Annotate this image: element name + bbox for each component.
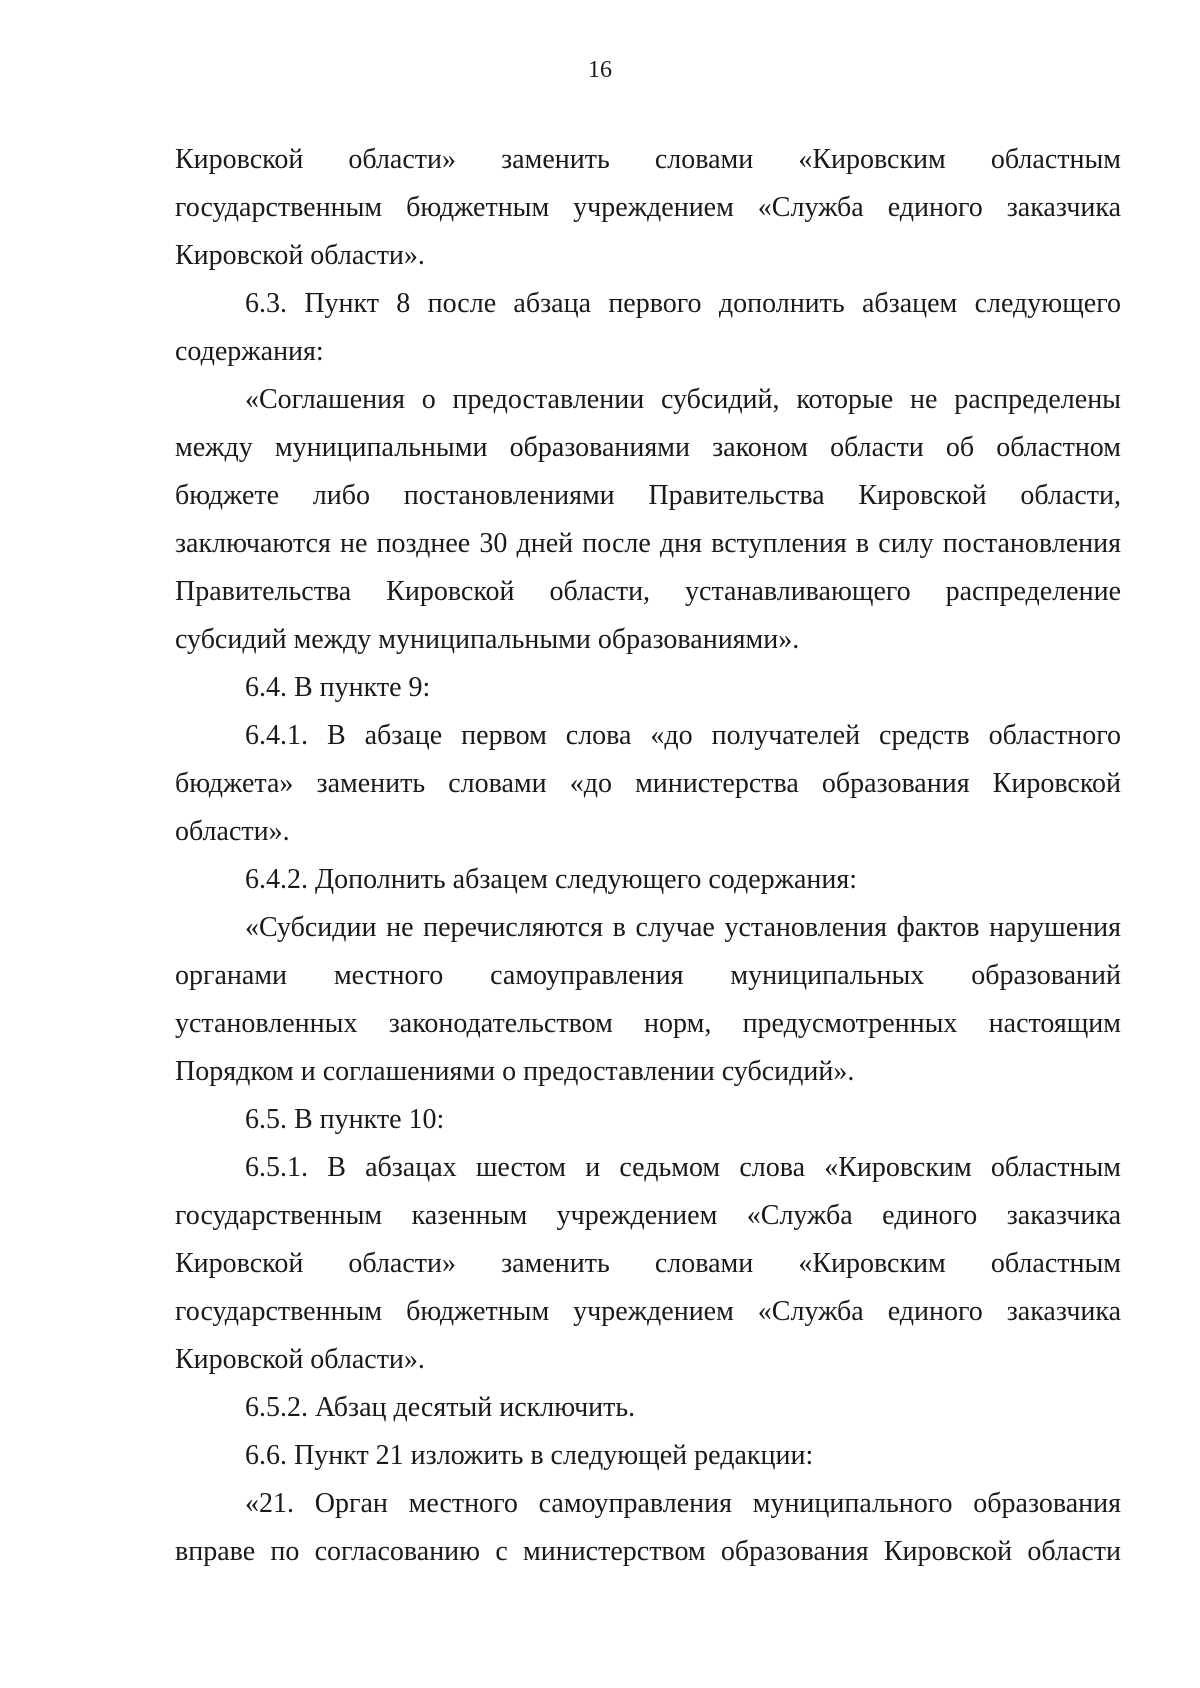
- paragraph-6-4-1: 6.4.1. В абзаце первом слова «до получателей средств областного бюджета» заменить словами «до министерства образования Кировской области».: [175, 720, 1121, 847]
- paragraph-6-5: 6.5. В пункте 10:: [245, 1104, 445, 1135]
- document-body: [175, 136, 1121, 1576]
- paragraph-quote-agreements: «Соглашения о предоставлении субсидий, которые не распределены между муниципальными образованиями законом области об областном бюджете либо постановлениями Правительства Кировской области, заключаются не позднее 30 дней после дня вступления в силу постановления Правительства Кировской области, устанавливающего распределение субсидий между муниципальными образованиями».: [175, 384, 1121, 655]
- paragraph-quote-21: «21. Орган местного самоуправления муниципального образования вправе по согласованию с министерством образования Кировской области: [175, 1488, 1121, 1567]
- paragraph-6-4-2: 6.4.2. Дополнить абзацем следующего содержания:: [245, 864, 858, 895]
- page-number: 16: [588, 57, 612, 83]
- paragraph-6-5-2: 6.5.2. Абзац десятый исключить.: [245, 1392, 636, 1423]
- paragraph-quote-subsidies: «Субсидии не перечисляются в случае установления фактов нарушения органами местного самоуправления муниципальных образований установленных законодательством норм, предусмотренных настоящим Порядком и соглашениями о предоставлении субсидий».: [175, 912, 1121, 1087]
- paragraph-6-6: 6.6. Пункт 21 изложить в следующей редакции:: [245, 1440, 814, 1471]
- paragraph-6-5-1: 6.5.1. В абзацах шестом и седьмом слова «Кировским областным государственным казенным учреждением «Служба единого заказчика Кировской области» заменить словами «Кировским областным государственным бюджетным учреждением «Служба единого заказчика Кировской области».: [175, 1152, 1121, 1375]
- paragraph-6-3: 6.3. Пункт 8 после абзаца первого дополнить абзацем следующего содержания:: [175, 288, 1121, 367]
- paragraph-continuation: Кировской области» заменить словами «Кировским областным государственным бюджетным учреждением «Служба единого заказчика Кировской области».: [175, 144, 1121, 271]
- paragraph-6-4: 6.4. В пункте 9:: [245, 672, 431, 703]
